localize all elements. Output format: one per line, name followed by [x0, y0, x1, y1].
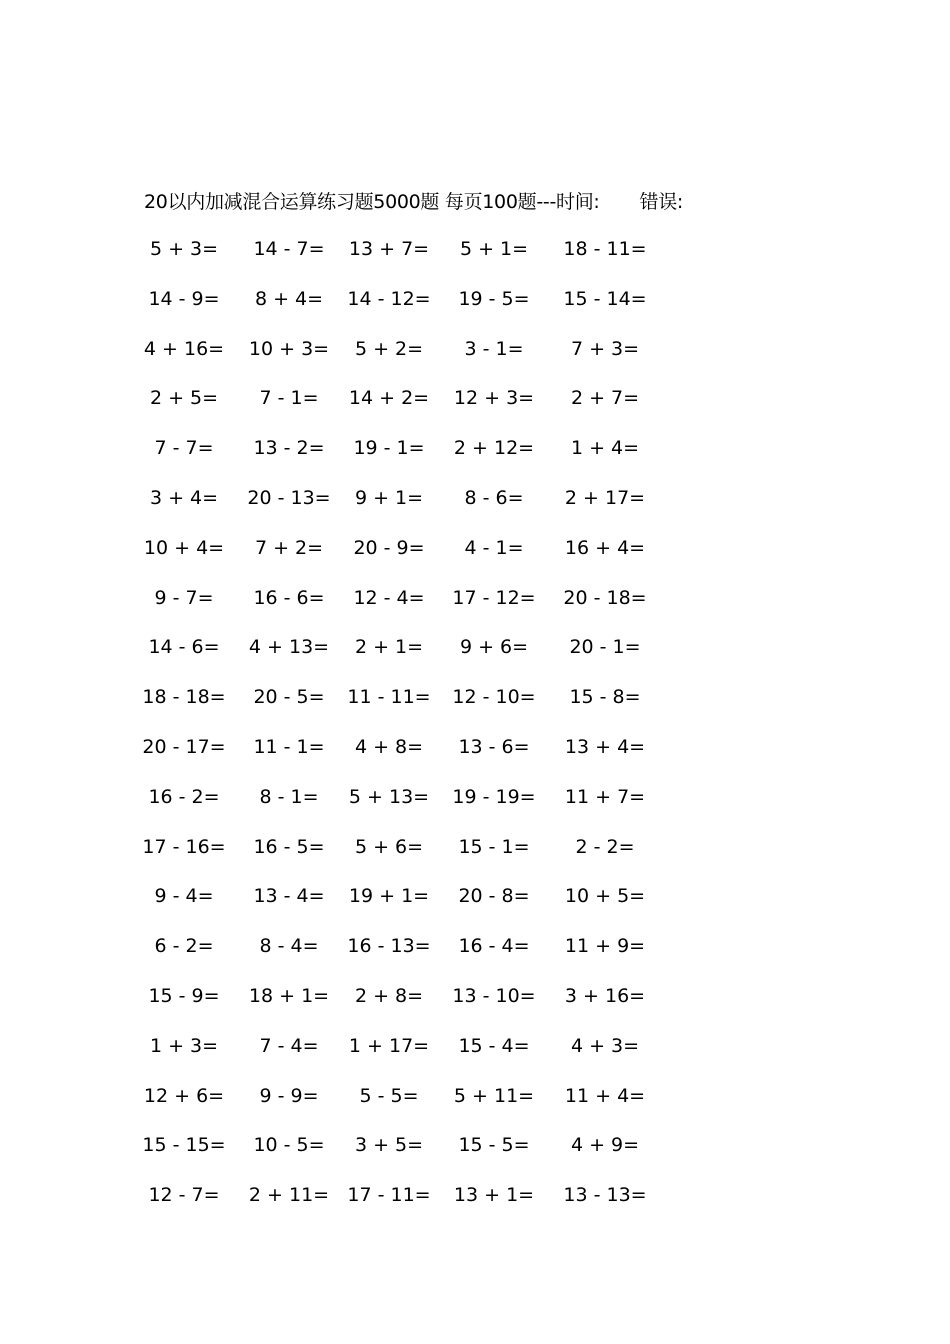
- problem-item: 14 - 9=: [148, 287, 220, 310]
- problem-item: 16 + 4=: [564, 536, 646, 559]
- problem-item: 1 + 4=: [570, 437, 640, 460]
- problem-item: 9 - 7=: [154, 586, 214, 609]
- problem-item: 15 - 5=: [458, 1134, 530, 1157]
- problem-item: 20 - 17=: [142, 736, 226, 758]
- problem-item: 10 + 5=: [564, 885, 646, 908]
- problem-item: 7 + 3=: [570, 337, 640, 360]
- problem-item: 2 + 7=: [570, 387, 640, 410]
- problem-item: 8 - 1=: [259, 785, 319, 808]
- problem-item: 2 - 2=: [575, 835, 635, 858]
- problem-row: [0, 782, 950, 812]
- problem-item: 20 - 18=: [563, 586, 647, 609]
- problem-item: 3 + 4=: [149, 487, 219, 509]
- problem-item: 4 + 3=: [570, 1034, 640, 1057]
- problem-row: [0, 234, 950, 264]
- problem-item: 15 - 1=: [458, 835, 530, 858]
- problem-item: 20 - 5=: [253, 686, 325, 709]
- problem-row: [0, 732, 950, 762]
- problem-item: 13 + 7=: [348, 238, 430, 260]
- problem-item: 9 + 6=: [459, 636, 529, 659]
- problem-item: 4 + 8=: [354, 736, 424, 758]
- problem-item: 14 + 2=: [348, 387, 430, 410]
- problem-item: 10 + 4=: [143, 536, 225, 559]
- problem-item: 15 - 8=: [569, 686, 641, 709]
- problem-item: 8 - 6=: [464, 487, 524, 509]
- problem-item: 4 + 13=: [248, 636, 330, 659]
- problem-item: 7 - 7=: [154, 437, 214, 460]
- problem-item: 16 - 6=: [253, 586, 325, 609]
- problem-item: 7 + 2=: [254, 536, 324, 559]
- problem-item: 12 + 3=: [453, 387, 535, 410]
- problem-row: [0, 383, 950, 413]
- problem-item: 11 - 1=: [253, 736, 325, 758]
- problem-item: 1 + 3=: [149, 1034, 219, 1057]
- problem-item: 15 - 14=: [563, 287, 647, 310]
- problem-item: 4 - 1=: [464, 536, 524, 559]
- problem-item: 20 - 9=: [353, 536, 425, 559]
- problem-item: 13 + 4=: [564, 736, 646, 758]
- problem-item: 19 - 1=: [353, 437, 425, 460]
- problem-item: 11 + 4=: [564, 1084, 646, 1107]
- problem-row: [0, 583, 950, 613]
- problem-item: 15 - 4=: [458, 1034, 530, 1057]
- problem-item: 3 + 5=: [354, 1134, 424, 1157]
- problem-item: 20 - 13=: [247, 487, 331, 509]
- problem-item: 3 - 1=: [464, 337, 524, 360]
- problem-row: [0, 682, 950, 712]
- problem-item: 16 - 13=: [347, 935, 431, 958]
- problem-item: 10 + 3=: [248, 337, 330, 360]
- problem-item: 5 - 5=: [359, 1084, 419, 1107]
- problem-item: 17 - 12=: [452, 586, 536, 609]
- problem-item: 5 + 2=: [354, 337, 424, 360]
- worksheet-title: 20以内加减混合运算练习题5000题 每页100题---时间:: [144, 190, 600, 213]
- problem-item: 19 - 19=: [452, 785, 536, 808]
- problem-row: [0, 1130, 950, 1160]
- problem-item: 14 - 12=: [347, 287, 431, 310]
- problem-row: [0, 881, 950, 911]
- problem-row: [0, 931, 950, 961]
- problem-item: 8 + 4=: [254, 287, 324, 310]
- problem-item: 5 + 6=: [354, 835, 424, 858]
- problem-item: 4 + 16=: [143, 337, 225, 360]
- problem-row: [0, 632, 950, 662]
- problem-item: 2 + 17=: [564, 487, 646, 509]
- problem-item: 9 - 9=: [259, 1084, 319, 1107]
- problem-item: 8 - 4=: [259, 935, 319, 958]
- problem-item: 13 - 13=: [563, 1184, 647, 1207]
- problem-item: 12 - 7=: [148, 1184, 220, 1207]
- problem-item: 20 - 1=: [569, 636, 641, 659]
- problem-item: 20 - 8=: [458, 885, 530, 908]
- problem-item: 12 + 6=: [143, 1084, 225, 1107]
- problem-item: 11 + 7=: [564, 785, 646, 808]
- problem-item: 18 - 11=: [563, 238, 647, 260]
- problem-item: 1 + 17=: [348, 1034, 430, 1057]
- problem-item: 19 - 5=: [458, 287, 530, 310]
- error-count-label: 错误:: [639, 190, 684, 213]
- problem-item: 9 + 1=: [354, 487, 424, 509]
- problem-item: 5 + 11=: [453, 1084, 535, 1107]
- problem-item: 13 + 1=: [453, 1184, 535, 1207]
- problem-item: 19 + 1=: [348, 885, 430, 908]
- problem-item: 5 + 3=: [149, 238, 219, 260]
- problem-item: 11 + 9=: [564, 935, 646, 958]
- problem-row: [0, 433, 950, 463]
- problem-item: 14 - 7=: [253, 238, 325, 260]
- problem-item: 13 - 2=: [253, 437, 325, 460]
- problem-item: 13 - 4=: [253, 885, 325, 908]
- problem-row: [0, 334, 950, 364]
- problem-item: 2 + 8=: [354, 985, 424, 1007]
- problem-item: 9 - 4=: [154, 885, 214, 908]
- problem-item: 12 - 10=: [452, 686, 536, 709]
- problem-item: 16 - 5=: [253, 835, 325, 858]
- problem-item: 18 - 18=: [142, 686, 226, 709]
- problem-item: 2 + 12=: [453, 437, 535, 460]
- problem-item: 2 + 5=: [149, 387, 219, 410]
- problem-row: [0, 533, 950, 563]
- problem-item: 14 - 6=: [148, 636, 220, 659]
- problem-row: [0, 284, 950, 314]
- problem-item: 11 - 11=: [347, 686, 431, 709]
- problem-row: [0, 832, 950, 862]
- problem-row: [0, 483, 950, 513]
- problem-item: 3 + 16=: [564, 985, 646, 1007]
- problem-item: 18 + 1=: [248, 985, 330, 1007]
- problem-item: 15 - 15=: [142, 1134, 226, 1157]
- problem-item: 10 - 5=: [253, 1134, 325, 1157]
- problem-item: 16 - 4=: [458, 935, 530, 958]
- problem-item: 13 - 10=: [452, 985, 536, 1007]
- problem-item: 12 - 4=: [353, 586, 425, 609]
- problem-row: [0, 1031, 950, 1061]
- problem-item: 7 - 4=: [259, 1034, 319, 1057]
- problem-item: 5 + 1=: [459, 238, 529, 260]
- problem-item: 15 - 9=: [148, 985, 220, 1007]
- problem-item: 6 - 2=: [154, 935, 214, 958]
- problem-item: 13 - 6=: [458, 736, 530, 758]
- problem-item: 17 - 16=: [142, 835, 226, 858]
- problem-item: 7 - 1=: [259, 387, 319, 410]
- problem-row: [0, 1180, 950, 1210]
- problem-item: 2 + 1=: [354, 636, 424, 659]
- problem-item: 17 - 11=: [347, 1184, 431, 1207]
- problem-item: 2 + 11=: [248, 1184, 330, 1207]
- problem-row: [0, 1081, 950, 1111]
- problem-row: [0, 981, 950, 1011]
- problem-item: 5 + 13=: [348, 785, 430, 808]
- problem-item: 16 - 2=: [148, 785, 220, 808]
- problem-item: 4 + 9=: [570, 1134, 640, 1157]
